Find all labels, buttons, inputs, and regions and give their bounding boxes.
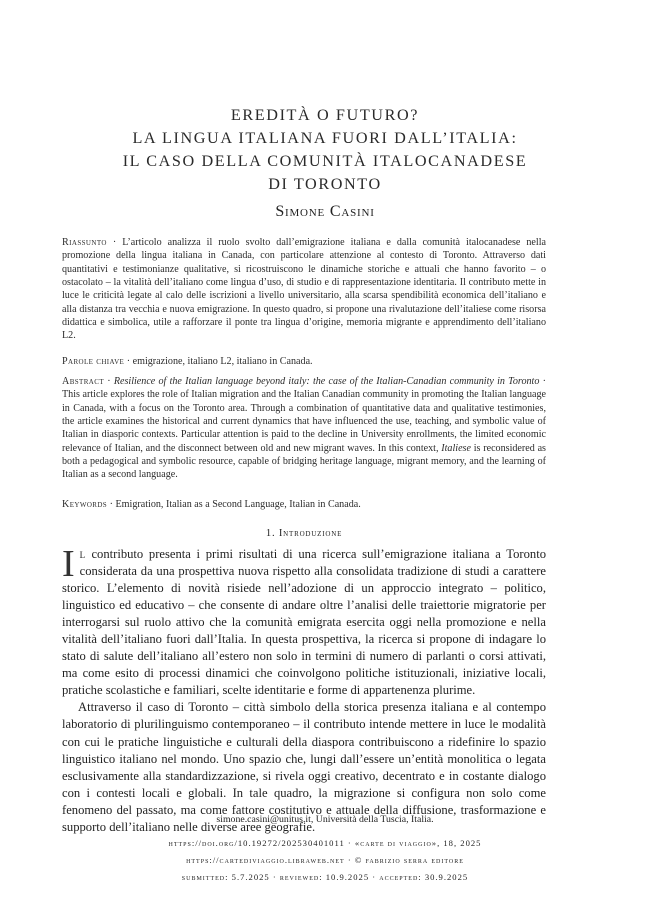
riassunto-block (62, 236, 546, 343)
keywords-block (62, 498, 546, 511)
parole-chiave-text: · emigrazione, italiano L2, italiano in Canada. (124, 356, 313, 367)
author-affiliation: simone.casini@unitus.it, Università della Tuscia, Italia. (216, 814, 434, 825)
abstract-text: · This article explores the role of Italian migration and the Italian Canadian community in promoting the Italian language in Canada, with a focus on the Toronto area. Through a combination of quantitative data and qualitative testimonies, the article examines the historical and current dynamics that have influenced the use, teaching, and symbolic value of Italian in diasporic contexts. Particular attention is paid to the decline in University enrollments, the limited economic relevance of Italian, and the disconnect between old and new migrant waves. In this context, (62, 376, 546, 454)
parole-chiave-block (62, 355, 546, 368)
title-line: IL CASO DELLA COMUNITÀ ITALOCANADESE (122, 152, 528, 170)
body-paragraph (62, 543, 546, 699)
parole-chiave-label: Parole chiave (62, 356, 125, 367)
drop-cap: I (62, 543, 75, 585)
keywords-label: Keywords (62, 499, 108, 510)
title-line: EREDITÀ O FUTURO? (230, 106, 420, 124)
drop-cap-lead: l (79, 547, 86, 561)
paragraph-2: Attraverso il caso di Toronto – città simbolo della storica presenza italiana e al contempo laboratorio di plurilinguismo contemporaneo – il contributo intende mettere in luce le modalità con cui le pratiche linguistiche e culturali della diaspora contribuiscono a ridefinire lo spazio linguistico italiano nel mondo. Uno spazio che, lungi dall’essere un’entità monolitica o legata esclusivamente alla standardizzazione, si rivela oggi creativo, decentrato e in costante dialogo con i contesti locali e globali. In tale quadro, la migrazione si configura non solo come fenomeno del passato, ma come fattore costitutivo e attuale della diffusione, trasformazione e supporto dell’italiano nelle diverse aree geografie. (62, 700, 546, 834)
publisher-line: https://cartediviaggio.libraweb.net · © fabrizio serra editore (186, 855, 464, 865)
abstract-separator: · (104, 376, 114, 387)
title-line: DI TORONTO (268, 175, 382, 193)
article-title (60, 104, 590, 196)
abstract-label: Abstract (62, 376, 104, 387)
doi-line: https://doi.org/10.19272/202530401011 · «carte di viaggio», 18, 2025 (168, 838, 482, 848)
section-heading: 1. Introduzione (265, 528, 343, 539)
dates-line: submitted: 5.7.2025 · reviewed: 10.9.2025 · accepted: 30.9.2025 (181, 872, 469, 882)
riassunto-text: · L’articolo analizza il ruolo svolto dall’emigrazione italiana e dalla comunità italocanadese nella promozione della lingua italiana in Canada, con particolare attenzione al contesto di Toronto. Attraverso dati quantitativi e testimonianze qualitative, si ricostruiscono le dinamiche storiche e attuali che hanno favorito – o ostacolato – la vitalità dell’italiano come lingua d’uso, di studio e di rappresentazione identitaria. Il contributo mette in luce le criticità legate al calo delle iscrizioni a livello universitario, alla scarsa spendibilità economica dell’italiano e alla distanza tra vecchia e nuova emigrazione. In questo quadro, si propone una rivalutazione dell’italiese come risorsa didattica e simbolica, utile a rafforzare il ponte tra lingua d’origine, memoria migrante e apprendimento dell’italiano L2. (62, 237, 546, 342)
abstract-title: Resilience of the Italian language beyond italy: the case of the Italian-Canadian community in Toronto (113, 376, 540, 387)
title-line: LA LINGUA ITALIANA FUORI DALL’ITALIA: (132, 129, 518, 147)
keywords-text: · Emigration, Italian as a Second Language, Italian in Canada. (107, 499, 361, 510)
abstract-block (62, 375, 546, 482)
abstract-italic-term: Italiese (441, 442, 471, 454)
author-name: Simone Casini (275, 203, 375, 220)
paragraph-1: contributo presenta i primi risultati di una ricerca sull’emigrazione italiana a Toronto considerata da una prospettiva nuova rispetto alla consolidata tradizione di studi a carattere storico. L’elemento di novità risiede nell’adozione di un approccio integrato – politico, linguistico ed educativo – che consente di andare oltre l’analisi delle traiettorie migratorie per interrogarsi sul ruolo attivo che la comunità emigrata esercita oggi nella promozione e nella vitalità dell’italiano fuori dall’Italia. In questa prospettiva, la ricerca si propone di indagare lo stato di salute dell’italiano all’estero non solo in termini di numero di parlanti o corsi attivati, ma come esito di processi dinamici che coinvolgono politiche istituzionali, iniziative locali, pratiche scolastiche e familiari, scelte identitarie e forme di appartenenza plurime. (62, 547, 546, 698)
body-text (62, 543, 546, 836)
riassunto-label: Riassunto (62, 237, 107, 248)
abstract-text-end: is reconsidered as both a pedagogical and symbolic resource, capable of bridging heritage language, migrant memory, and the learning of Italian as a second language. (62, 442, 546, 481)
